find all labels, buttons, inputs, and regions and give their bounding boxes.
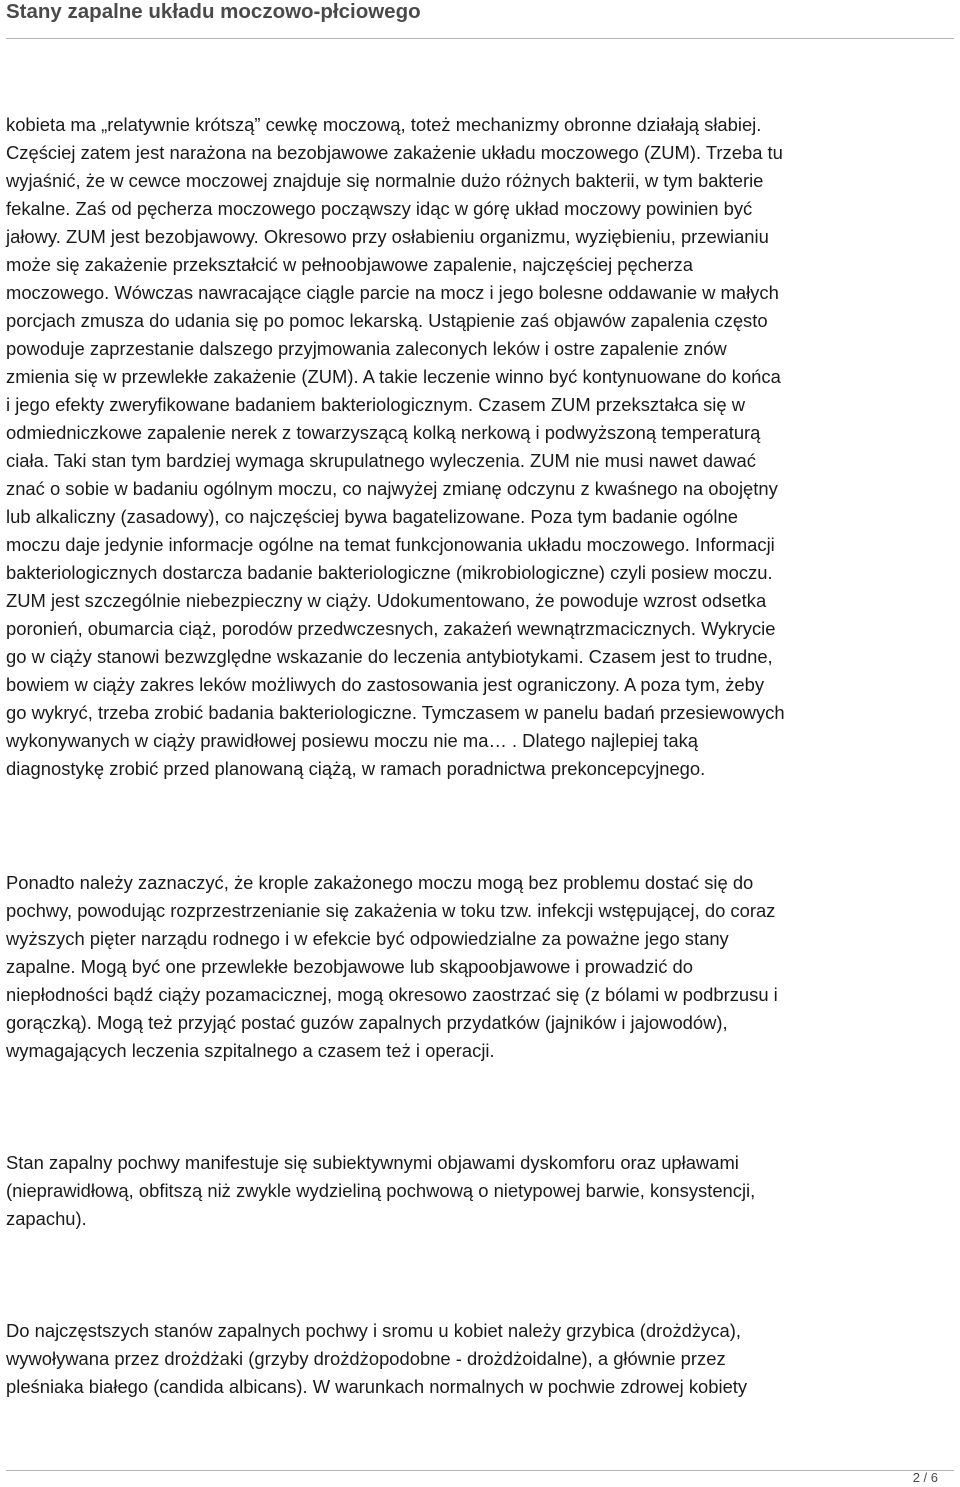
text-line: zapachu). — [6, 1208, 87, 1229]
text-line: i jego efekty zweryfikowane badaniem bakteriologicznym. Czasem ZUM przekształca się w — [6, 394, 745, 415]
text-line: zmienia się w przewlekłe zakażenie (ZUM). A takie leczenie winno być kontynuowane do końca — [6, 366, 781, 387]
text-line: powoduje zaprzestanie dalszego przyjmowania zaleconych leków i ostre zapalenie znów — [6, 338, 727, 359]
text-line: poronień, obumarcia ciąż, porodów przedwczesnych, zakażeń wewnątrzmacicznych. Wykrycie — [6, 618, 776, 639]
text-line: go w ciąży stanowi bezwzględne wskazanie do leczenia antybiotykami. Czasem jest to trudne, — [6, 646, 773, 667]
paragraph-urinary-infection — [6, 111, 956, 783]
text-line: kobieta ma „relatywnie krótszą” cewkę moczową, toteż mechanizmy obronne działają słabiej. — [6, 114, 762, 135]
text-line: Ponadto należy zaznaczyć, że krople zakażonego moczu mogą bez problemu dostać się do — [6, 872, 754, 893]
text-line: gorączką). Mogą też przyjąć postać guzów zapalnych przydatków (jajników i jajowodów), — [6, 1012, 728, 1033]
paragraph-candidiasis — [6, 1317, 956, 1401]
text-line: moczu daje jedynie informacje ogólne na temat funkcjonowania układu moczowego. Informacji — [6, 534, 775, 555]
text-line: pleśniaka białego (candida albicans). W warunkach normalnych w pochwie zdrowej kobiety — [6, 1376, 748, 1397]
text-line: Stan zapalny pochwy manifestuje się subiektywnymi objawami dyskomforu oraz upławami — [6, 1152, 739, 1173]
footer-divider — [6, 1470, 954, 1471]
header-divider — [6, 38, 954, 39]
text-line: Do najczęstszych stanów zapalnych pochwy i sromu u kobiet należy grzybica (drożdżyca), — [6, 1320, 741, 1341]
text-line: wyższych pięter narządu rodnego i w efekcie być odpowiedzialne za poważne jego stany — [6, 928, 729, 949]
text-line: ZUM jest szczególnie niebezpieczny w ciąży. Udokumentowano, że powoduje wzrost odsetka — [6, 590, 767, 611]
text-line: odmiedniczkowe zapalenie nerek z towarzyszącą kolką nerkową i podwyższoną temperaturą — [6, 422, 761, 443]
text-line: diagnostykę zrobić przed planowaną ciążą, w ramach poradnictwa prekoncepcyjnego. — [6, 758, 706, 779]
text-line: wykonywanych w ciąży prawidłowej posiewu moczu nie ma… . Dlatego najlepiej taką — [6, 730, 699, 751]
text-line: moczowego. Wówczas nawracające ciągle parcie na mocz i jego bolesne oddawanie w małych — [6, 282, 779, 303]
paragraph-ascending-infection — [6, 869, 956, 1065]
text-line: ciała. Taki stan tym bardziej wymaga skrupulatnego wyleczenia. ZUM nie musi nawet dawać — [6, 450, 756, 471]
text-line: porcjach zmusza do udania się po pomoc lekarską. Ustąpienie zaś objawów zapalenia często — [6, 310, 768, 331]
text-line: wywoływana przez drożdżaki (grzyby drożdżopodobne - drożdżoidalne), a głównie przez — [6, 1348, 726, 1369]
text-line: bowiem w ciąży zakres leków możliwych do zastosowania jest ograniczony. A poza tym, żeby — [6, 674, 765, 695]
text-line: lub alkaliczny (zasadowy), co najczęściej bywa bagatelizowane. Poza tym badanie ogólne — [6, 506, 738, 527]
text-line: jałowy. ZUM jest bezobjawowy. Okresowo przy osłabieniu organizmu, wyziębieniu, przewianiu — [6, 226, 769, 247]
text-line: Częściej zatem jest narażona na bezobjawowe zakażenie układu moczowego (ZUM). Trzeba tu — [6, 142, 783, 163]
text-line: pochwy, powodując rozprzestrzenianie się zakażenia w toku tzw. infekcji wstępującej, do coraz — [6, 900, 776, 921]
text-line: zapalne. Mogą być one przewlekłe bezobjawowe lub skąpoobjawowe i prowadzić do — [6, 956, 693, 977]
text-line: niepłodności bądź ciąży pozamacicznej, mogą okresowo zaostrzać się (z bólami w podbrzusu i — [6, 984, 778, 1005]
text-line: (nieprawidłową, obfitszą niż zwykle wydzieliną pochwową o nietypowej barwie, konsystencji, — [6, 1180, 756, 1201]
page-number: 2 / 6 — [912, 1470, 938, 1485]
text-line: bakteriologicznych dostarcza badanie bakteriologiczne (mikrobiologiczne) czyli posiew moczu. — [6, 562, 773, 583]
paragraph-vaginitis — [6, 1149, 956, 1233]
page-title: Stany zapalne układu moczowo-płciowego — [6, 0, 421, 23]
text-line: fekalne. Zaś od pęcherza moczowego począwszy idąc w górę układ moczowy powinien być — [6, 198, 753, 219]
text-line: go wykryć, trzeba zrobić badania bakteriologiczne. Tymczasem w panelu badań przesiewowych — [6, 702, 785, 723]
text-line: wymagających leczenia szpitalnego a czasem też i operacji. — [6, 1040, 495, 1061]
text-line: może się zakażenie przekształcić w pełnoobjawowe zapalenie, najczęściej pęcherza — [6, 254, 693, 275]
text-line: znać o sobie w badaniu ogólnym moczu, co najwyżej zmianę odczynu z kwaśnego na obojętny — [6, 478, 778, 499]
text-line: wyjaśnić, że w cewce moczowej znajduje się normalnie dużo różnych bakterii, w tym bakterie — [6, 170, 764, 191]
